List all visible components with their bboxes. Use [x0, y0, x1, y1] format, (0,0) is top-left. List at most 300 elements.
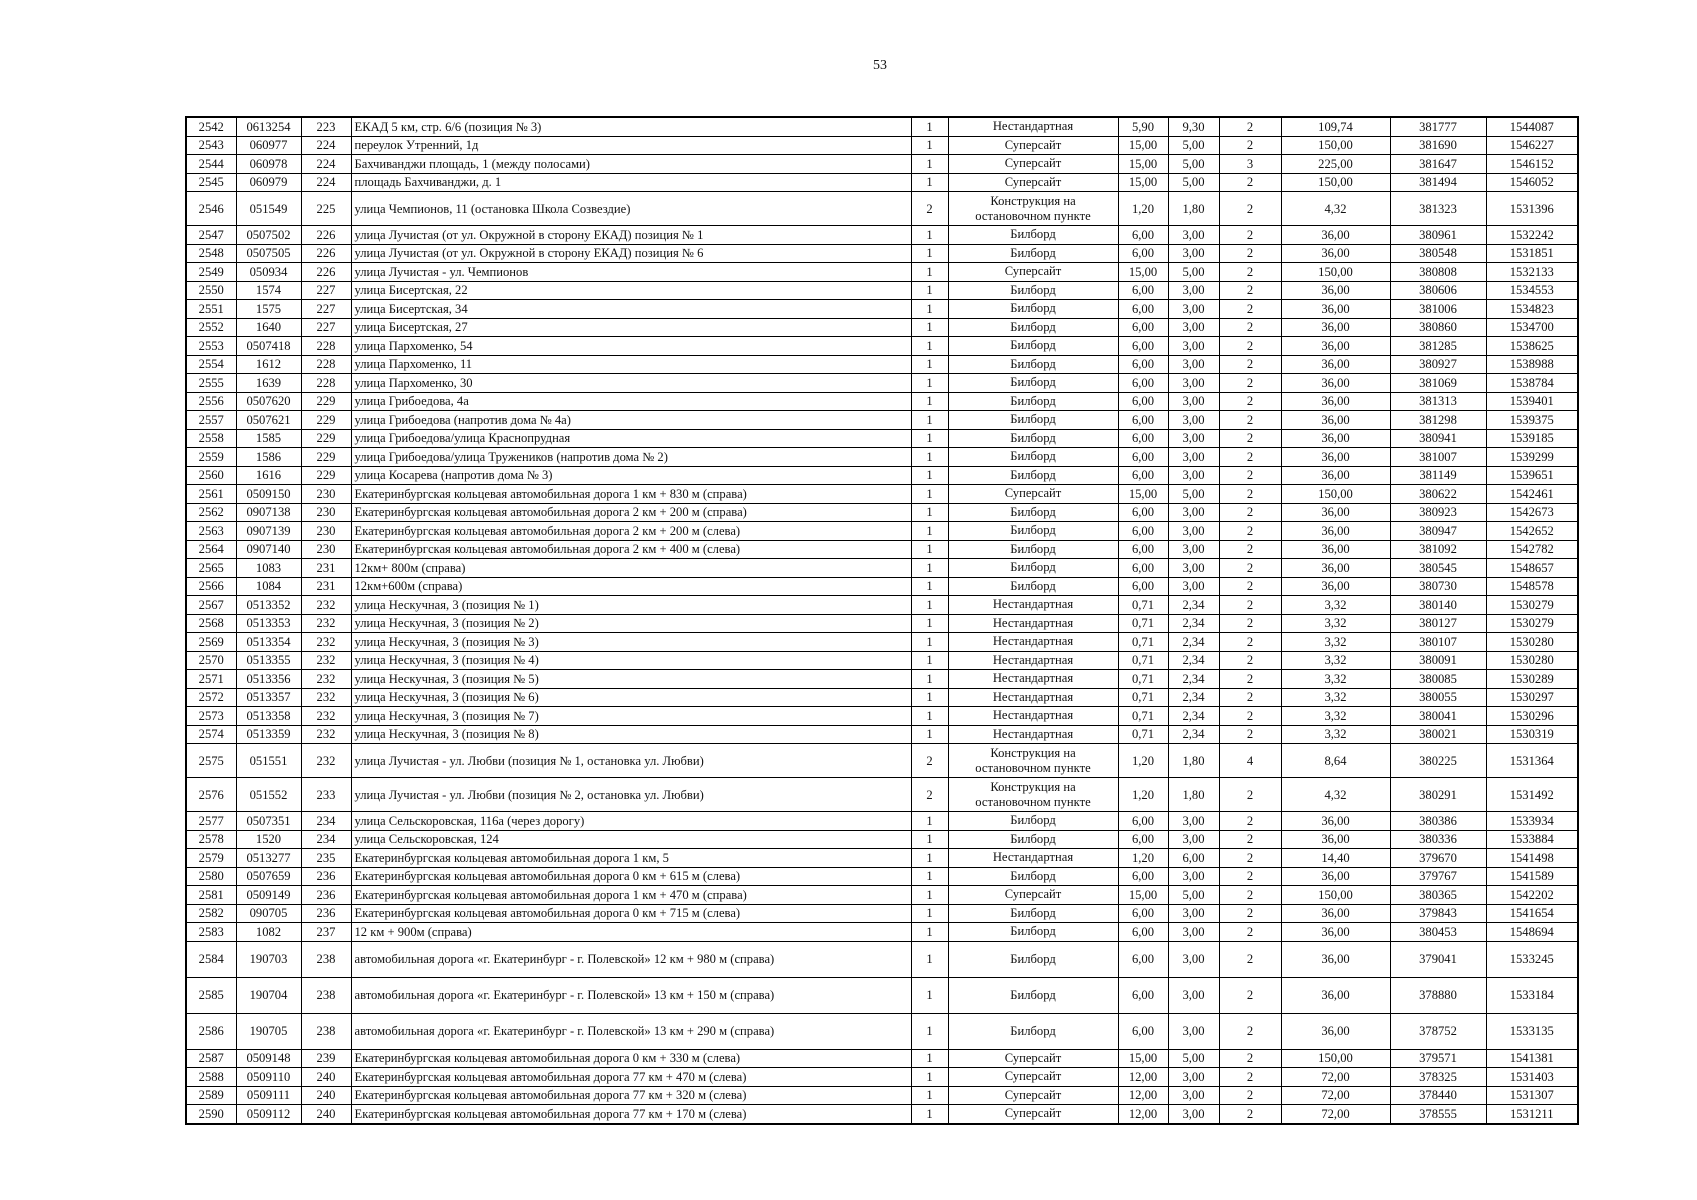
height-cell: 3,00: [1168, 300, 1219, 319]
row-number-cell: 2588: [186, 1068, 236, 1087]
code-cell: 0513354: [236, 633, 301, 652]
code-cell: 0507621: [236, 411, 301, 430]
area-cell: 3,32: [1281, 688, 1390, 707]
area-cell: 72,00: [1281, 1105, 1390, 1124]
type-cell: Конструкция на остановочном пункте: [948, 192, 1118, 226]
y-coord-cell: 1542673: [1486, 503, 1578, 522]
faces-cell: 2: [1219, 1086, 1281, 1105]
faces-cell: 2: [1219, 318, 1281, 337]
row-number-cell: 2545: [186, 173, 236, 192]
row-number-cell: 2582: [186, 904, 236, 923]
type-cell: Нестандартная: [948, 117, 1118, 136]
code-cell: 0509149: [236, 886, 301, 905]
faces-cell: 2: [1219, 244, 1281, 263]
sides-cell: 1: [911, 503, 948, 522]
code-cell: 060977: [236, 136, 301, 155]
type-cell: Суперсайт: [948, 263, 1118, 282]
faces-cell: 2: [1219, 355, 1281, 374]
height-cell: 3,00: [1168, 577, 1219, 596]
table-row: [186, 849, 1578, 868]
faces-cell: 4: [1219, 744, 1281, 778]
code-cell: 190703: [236, 941, 301, 977]
zone-cell: 232: [301, 688, 351, 707]
x-coord-cell: 379670: [1390, 849, 1486, 868]
area-cell: 36,00: [1281, 522, 1390, 541]
table-row: [186, 1068, 1578, 1087]
faces-cell: 2: [1219, 300, 1281, 319]
area-cell: 4,32: [1281, 192, 1390, 226]
type-cell: Нестандартная: [948, 651, 1118, 670]
x-coord-cell: 380622: [1390, 485, 1486, 504]
address-cell: улица Косарева (напротив дома № 3): [351, 466, 911, 485]
x-coord-cell: 381285: [1390, 337, 1486, 356]
x-coord-cell: 378752: [1390, 1013, 1486, 1049]
y-coord-cell: 1533934: [1486, 812, 1578, 831]
zone-cell: 235: [301, 849, 351, 868]
area-cell: 36,00: [1281, 941, 1390, 977]
y-coord-cell: 1531851: [1486, 244, 1578, 263]
address-cell: 12 км + 900м (справа): [351, 923, 911, 942]
x-coord-cell: 380107: [1390, 633, 1486, 652]
height-cell: 3,00: [1168, 226, 1219, 245]
type-cell: Билборд: [948, 503, 1118, 522]
sides-cell: 1: [911, 429, 948, 448]
type-cell: Билборд: [948, 540, 1118, 559]
table-row: [186, 633, 1578, 652]
height-cell: 5,00: [1168, 263, 1219, 282]
zone-cell: 232: [301, 707, 351, 726]
zone-cell: 230: [301, 540, 351, 559]
type-cell: Суперсайт: [948, 155, 1118, 174]
faces-cell: 2: [1219, 867, 1281, 886]
sides-cell: 1: [911, 466, 948, 485]
type-cell: Суперсайт: [948, 1049, 1118, 1068]
sides-cell: 1: [911, 485, 948, 504]
table-row: [186, 941, 1578, 977]
sides-cell: 1: [911, 337, 948, 356]
zone-cell: 226: [301, 226, 351, 245]
address-cell: Екатеринбургская кольцевая автомобильная дорога 1 км + 470 м (справа): [351, 886, 911, 905]
table-row: [186, 904, 1578, 923]
table-row: [186, 300, 1578, 319]
y-coord-cell: 1544087: [1486, 117, 1578, 136]
zone-cell: 227: [301, 300, 351, 319]
sides-cell: 1: [911, 318, 948, 337]
height-cell: 9,30: [1168, 117, 1219, 136]
y-coord-cell: 1539299: [1486, 448, 1578, 467]
address-cell: улица Грибоедова (напротив дома № 4а): [351, 411, 911, 430]
address-cell: улица Сельскоровская, 124: [351, 830, 911, 849]
faces-cell: 2: [1219, 1105, 1281, 1124]
zone-cell: 231: [301, 577, 351, 596]
address-cell: улица Чемпионов, 11 (остановка Школа Созвездие): [351, 192, 911, 226]
faces-cell: 2: [1219, 411, 1281, 430]
row-number-cell: 2590: [186, 1105, 236, 1124]
table-row: [186, 1013, 1578, 1049]
address-cell: Екатеринбургская кольцевая автомобильная дорога 2 км + 200 м (слева): [351, 522, 911, 541]
height-cell: 2,34: [1168, 596, 1219, 615]
row-number-cell: 2551: [186, 300, 236, 319]
sides-cell: 1: [911, 540, 948, 559]
sides-cell: 1: [911, 244, 948, 263]
sides-cell: 1: [911, 830, 948, 849]
zone-cell: 230: [301, 503, 351, 522]
sides-cell: 1: [911, 849, 948, 868]
row-number-cell: 2573: [186, 707, 236, 726]
area-cell: 36,00: [1281, 374, 1390, 393]
row-number-cell: 2589: [186, 1086, 236, 1105]
y-coord-cell: 1530279: [1486, 596, 1578, 615]
width-cell: 6,00: [1118, 867, 1168, 886]
row-number-cell: 2574: [186, 725, 236, 744]
code-cell: 0513359: [236, 725, 301, 744]
row-number-cell: 2570: [186, 651, 236, 670]
y-coord-cell: 1533245: [1486, 941, 1578, 977]
zone-cell: 232: [301, 614, 351, 633]
height-cell: 2,34: [1168, 670, 1219, 689]
sides-cell: 1: [911, 117, 948, 136]
area-cell: 36,00: [1281, 1013, 1390, 1049]
area-cell: 36,00: [1281, 977, 1390, 1013]
area-cell: 36,00: [1281, 244, 1390, 263]
code-cell: 190705: [236, 1013, 301, 1049]
sides-cell: 1: [911, 614, 948, 633]
zone-cell: 238: [301, 977, 351, 1013]
row-number-cell: 2557: [186, 411, 236, 430]
area-cell: 36,00: [1281, 448, 1390, 467]
zone-cell: 239: [301, 1049, 351, 1068]
table-row: [186, 812, 1578, 831]
faces-cell: 3: [1219, 155, 1281, 174]
height-cell: 3,00: [1168, 411, 1219, 430]
x-coord-cell: 380336: [1390, 830, 1486, 849]
width-cell: 1,20: [1118, 192, 1168, 226]
area-cell: 36,00: [1281, 830, 1390, 849]
table-row: [186, 577, 1578, 596]
table-row: [186, 318, 1578, 337]
code-cell: 0507620: [236, 392, 301, 411]
zone-cell: 236: [301, 867, 351, 886]
row-number-cell: 2559: [186, 448, 236, 467]
faces-cell: 2: [1219, 977, 1281, 1013]
table-row: [186, 244, 1578, 263]
address-cell: Екатеринбургская кольцевая автомобильная дорога 77 км + 320 м (слева): [351, 1086, 911, 1105]
faces-cell: 2: [1219, 173, 1281, 192]
area-cell: 36,00: [1281, 559, 1390, 578]
area-cell: 3,32: [1281, 596, 1390, 615]
table-row: [186, 923, 1578, 942]
table-row: [186, 155, 1578, 174]
y-coord-cell: 1548657: [1486, 559, 1578, 578]
table-row: [186, 559, 1578, 578]
row-number-cell: 2544: [186, 155, 236, 174]
y-coord-cell: 1530280: [1486, 651, 1578, 670]
address-cell: улица Лучистая - ул. Чемпионов: [351, 263, 911, 282]
height-cell: 3,00: [1168, 392, 1219, 411]
faces-cell: 2: [1219, 136, 1281, 155]
address-cell: Екатеринбургская кольцевая автомобильная дорога 0 км + 715 м (слева): [351, 904, 911, 923]
width-cell: 6,00: [1118, 812, 1168, 831]
row-number-cell: 2567: [186, 596, 236, 615]
zone-cell: 226: [301, 244, 351, 263]
table-row: [186, 337, 1578, 356]
table-row: [186, 830, 1578, 849]
x-coord-cell: 380386: [1390, 812, 1486, 831]
faces-cell: 2: [1219, 670, 1281, 689]
area-cell: 150,00: [1281, 263, 1390, 282]
zone-cell: 231: [301, 559, 351, 578]
table-row: [186, 355, 1578, 374]
y-coord-cell: 1531492: [1486, 778, 1578, 812]
address-cell: улица Нескучная, 3 (позиция № 7): [351, 707, 911, 726]
row-number-cell: 2571: [186, 670, 236, 689]
type-cell: Билборд: [948, 977, 1118, 1013]
area-cell: 72,00: [1281, 1068, 1390, 1087]
zone-cell: 230: [301, 485, 351, 504]
address-cell: 12км+600м (справа): [351, 577, 911, 596]
height-cell: 3,00: [1168, 355, 1219, 374]
sides-cell: 1: [911, 300, 948, 319]
code-cell: 051551: [236, 744, 301, 778]
width-cell: 6,00: [1118, 448, 1168, 467]
type-cell: Билборд: [948, 281, 1118, 300]
faces-cell: 2: [1219, 559, 1281, 578]
width-cell: 6,00: [1118, 904, 1168, 923]
sides-cell: 1: [911, 281, 948, 300]
x-coord-cell: 380291: [1390, 778, 1486, 812]
sides-cell: 1: [911, 1013, 948, 1049]
table-row: [186, 1105, 1578, 1124]
height-cell: 6,00: [1168, 849, 1219, 868]
table-row: [186, 392, 1578, 411]
height-cell: 3,00: [1168, 244, 1219, 263]
x-coord-cell: 378325: [1390, 1068, 1486, 1087]
zone-cell: 227: [301, 318, 351, 337]
zone-cell: 232: [301, 633, 351, 652]
x-coord-cell: 380127: [1390, 614, 1486, 633]
zone-cell: 228: [301, 355, 351, 374]
row-number-cell: 2583: [186, 923, 236, 942]
sides-cell: 1: [911, 355, 948, 374]
width-cell: 15,00: [1118, 886, 1168, 905]
sides-cell: 2: [911, 778, 948, 812]
address-cell: Екатеринбургская кольцевая автомобильная дорога 0 км + 615 м (слева): [351, 867, 911, 886]
sides-cell: 1: [911, 448, 948, 467]
height-cell: 3,00: [1168, 830, 1219, 849]
x-coord-cell: 380961: [1390, 226, 1486, 245]
area-cell: 3,32: [1281, 633, 1390, 652]
table-row: [186, 117, 1578, 136]
table-row: [186, 651, 1578, 670]
address-cell: улица Лучистая (от ул. Окружной в сторону ЕКАД) позиция № 1: [351, 226, 911, 245]
y-coord-cell: 1530289: [1486, 670, 1578, 689]
height-cell: 3,00: [1168, 503, 1219, 522]
address-cell: Бахчиванджи площадь, 1 (между полосами): [351, 155, 911, 174]
type-cell: Билборд: [948, 941, 1118, 977]
code-cell: 0907138: [236, 503, 301, 522]
y-coord-cell: 1541381: [1486, 1049, 1578, 1068]
row-number-cell: 2584: [186, 941, 236, 977]
type-cell: Суперсайт: [948, 1105, 1118, 1124]
height-cell: 3,00: [1168, 559, 1219, 578]
row-number-cell: 2543: [186, 136, 236, 155]
type-cell: Билборд: [948, 867, 1118, 886]
sides-cell: 1: [911, 670, 948, 689]
sides-cell: 2: [911, 744, 948, 778]
y-coord-cell: 1531364: [1486, 744, 1578, 778]
y-coord-cell: 1546227: [1486, 136, 1578, 155]
table-row: [186, 725, 1578, 744]
sides-cell: 1: [911, 725, 948, 744]
zone-cell: 223: [301, 117, 351, 136]
width-cell: 6,00: [1118, 392, 1168, 411]
code-cell: 1083: [236, 559, 301, 578]
x-coord-cell: 381149: [1390, 466, 1486, 485]
address-cell: Екатеринбургская кольцевая автомобильная дорога 1 км + 830 м (справа): [351, 485, 911, 504]
faces-cell: 2: [1219, 540, 1281, 559]
faces-cell: 2: [1219, 707, 1281, 726]
x-coord-cell: 381298: [1390, 411, 1486, 430]
y-coord-cell: 1530319: [1486, 725, 1578, 744]
x-coord-cell: 381069: [1390, 374, 1486, 393]
x-coord-cell: 380941: [1390, 429, 1486, 448]
height-cell: 2,34: [1168, 614, 1219, 633]
faces-cell: 2: [1219, 688, 1281, 707]
address-cell: улица Грибоедова/улица Краснопрудная: [351, 429, 911, 448]
width-cell: 6,00: [1118, 318, 1168, 337]
table-row: [186, 670, 1578, 689]
zone-cell: 233: [301, 778, 351, 812]
y-coord-cell: 1538784: [1486, 374, 1578, 393]
code-cell: 1084: [236, 577, 301, 596]
x-coord-cell: 381777: [1390, 117, 1486, 136]
width-cell: 12,00: [1118, 1105, 1168, 1124]
height-cell: 3,00: [1168, 923, 1219, 942]
address-cell: ЕКАД 5 км, стр. 6/6 (позиция № 3): [351, 117, 911, 136]
faces-cell: 2: [1219, 812, 1281, 831]
faces-cell: 2: [1219, 226, 1281, 245]
address-cell: автомобильная дорога «г. Екатеринбург - г. Полевской» 13 км + 290 м (справа): [351, 1013, 911, 1049]
area-cell: 36,00: [1281, 429, 1390, 448]
zone-cell: 225: [301, 192, 351, 226]
area-cell: 150,00: [1281, 485, 1390, 504]
width-cell: 5,90: [1118, 117, 1168, 136]
y-coord-cell: 1539651: [1486, 466, 1578, 485]
width-cell: 0,71: [1118, 707, 1168, 726]
code-cell: 051549: [236, 192, 301, 226]
table-row: [186, 374, 1578, 393]
height-cell: 1,80: [1168, 778, 1219, 812]
width-cell: 6,00: [1118, 577, 1168, 596]
sides-cell: 1: [911, 522, 948, 541]
width-cell: 12,00: [1118, 1086, 1168, 1105]
code-cell: 1520: [236, 830, 301, 849]
address-cell: улица Бисертская, 22: [351, 281, 911, 300]
sides-cell: 1: [911, 1049, 948, 1068]
width-cell: 15,00: [1118, 155, 1168, 174]
sides-cell: 1: [911, 596, 948, 615]
area-cell: 109,74: [1281, 117, 1390, 136]
area-cell: 3,32: [1281, 614, 1390, 633]
row-number-cell: 2586: [186, 1013, 236, 1049]
width-cell: 6,00: [1118, 337, 1168, 356]
width-cell: 6,00: [1118, 503, 1168, 522]
faces-cell: 2: [1219, 429, 1281, 448]
row-number-cell: 2547: [186, 226, 236, 245]
y-coord-cell: 1533184: [1486, 977, 1578, 1013]
address-cell: автомобильная дорога «г. Екатеринбург - г. Полевской» 13 км + 150 м (справа): [351, 977, 911, 1013]
code-cell: 0509148: [236, 1049, 301, 1068]
area-cell: 150,00: [1281, 136, 1390, 155]
address-cell: улица Лучистая - ул. Любви (позиция № 2, остановка ул. Любви): [351, 778, 911, 812]
x-coord-cell: 380041: [1390, 707, 1486, 726]
width-cell: 0,71: [1118, 651, 1168, 670]
x-coord-cell: 379843: [1390, 904, 1486, 923]
width-cell: 6,00: [1118, 830, 1168, 849]
height-cell: 5,00: [1168, 155, 1219, 174]
type-cell: Билборд: [948, 411, 1118, 430]
faces-cell: 2: [1219, 577, 1281, 596]
height-cell: 3,00: [1168, 429, 1219, 448]
address-cell: улица Пархоменко, 54: [351, 337, 911, 356]
code-cell: 0907139: [236, 522, 301, 541]
address-cell: улица Сельскоровская, 116а (через дорогу): [351, 812, 911, 831]
sides-cell: 1: [911, 688, 948, 707]
table-row: [186, 503, 1578, 522]
x-coord-cell: 380606: [1390, 281, 1486, 300]
x-coord-cell: 380225: [1390, 744, 1486, 778]
table-row: [186, 867, 1578, 886]
x-coord-cell: 379041: [1390, 941, 1486, 977]
type-cell: Нестандартная: [948, 688, 1118, 707]
row-number-cell: 2558: [186, 429, 236, 448]
width-cell: 1,20: [1118, 778, 1168, 812]
type-cell: Суперсайт: [948, 173, 1118, 192]
sides-cell: 1: [911, 155, 948, 174]
code-cell: 1616: [236, 466, 301, 485]
faces-cell: 2: [1219, 1068, 1281, 1087]
row-number-cell: 2587: [186, 1049, 236, 1068]
zone-cell: 224: [301, 155, 351, 174]
row-number-cell: 2554: [186, 355, 236, 374]
height-cell: 2,34: [1168, 633, 1219, 652]
area-cell: 36,00: [1281, 226, 1390, 245]
address-cell: улица Нескучная, 3 (позиция № 5): [351, 670, 911, 689]
row-number-cell: 2560: [186, 466, 236, 485]
faces-cell: 2: [1219, 886, 1281, 905]
x-coord-cell: 380085: [1390, 670, 1486, 689]
height-cell: 3,00: [1168, 867, 1219, 886]
sides-cell: 1: [911, 886, 948, 905]
area-cell: 36,00: [1281, 540, 1390, 559]
row-number-cell: 2562: [186, 503, 236, 522]
type-cell: Суперсайт: [948, 1068, 1118, 1087]
x-coord-cell: 380927: [1390, 355, 1486, 374]
x-coord-cell: 380548: [1390, 244, 1486, 263]
address-cell: Екатеринбургская кольцевая автомобильная дорога 77 км + 470 м (слева): [351, 1068, 911, 1087]
code-cell: 1639: [236, 374, 301, 393]
address-cell: площадь Бахчиванджи, д. 1: [351, 173, 911, 192]
x-coord-cell: 380923: [1390, 503, 1486, 522]
height-cell: 3,00: [1168, 337, 1219, 356]
height-cell: 3,00: [1168, 1086, 1219, 1105]
height-cell: 2,34: [1168, 725, 1219, 744]
height-cell: 1,80: [1168, 192, 1219, 226]
zone-cell: 230: [301, 522, 351, 541]
x-coord-cell: 380808: [1390, 263, 1486, 282]
x-coord-cell: 381690: [1390, 136, 1486, 155]
area-cell: 36,00: [1281, 392, 1390, 411]
